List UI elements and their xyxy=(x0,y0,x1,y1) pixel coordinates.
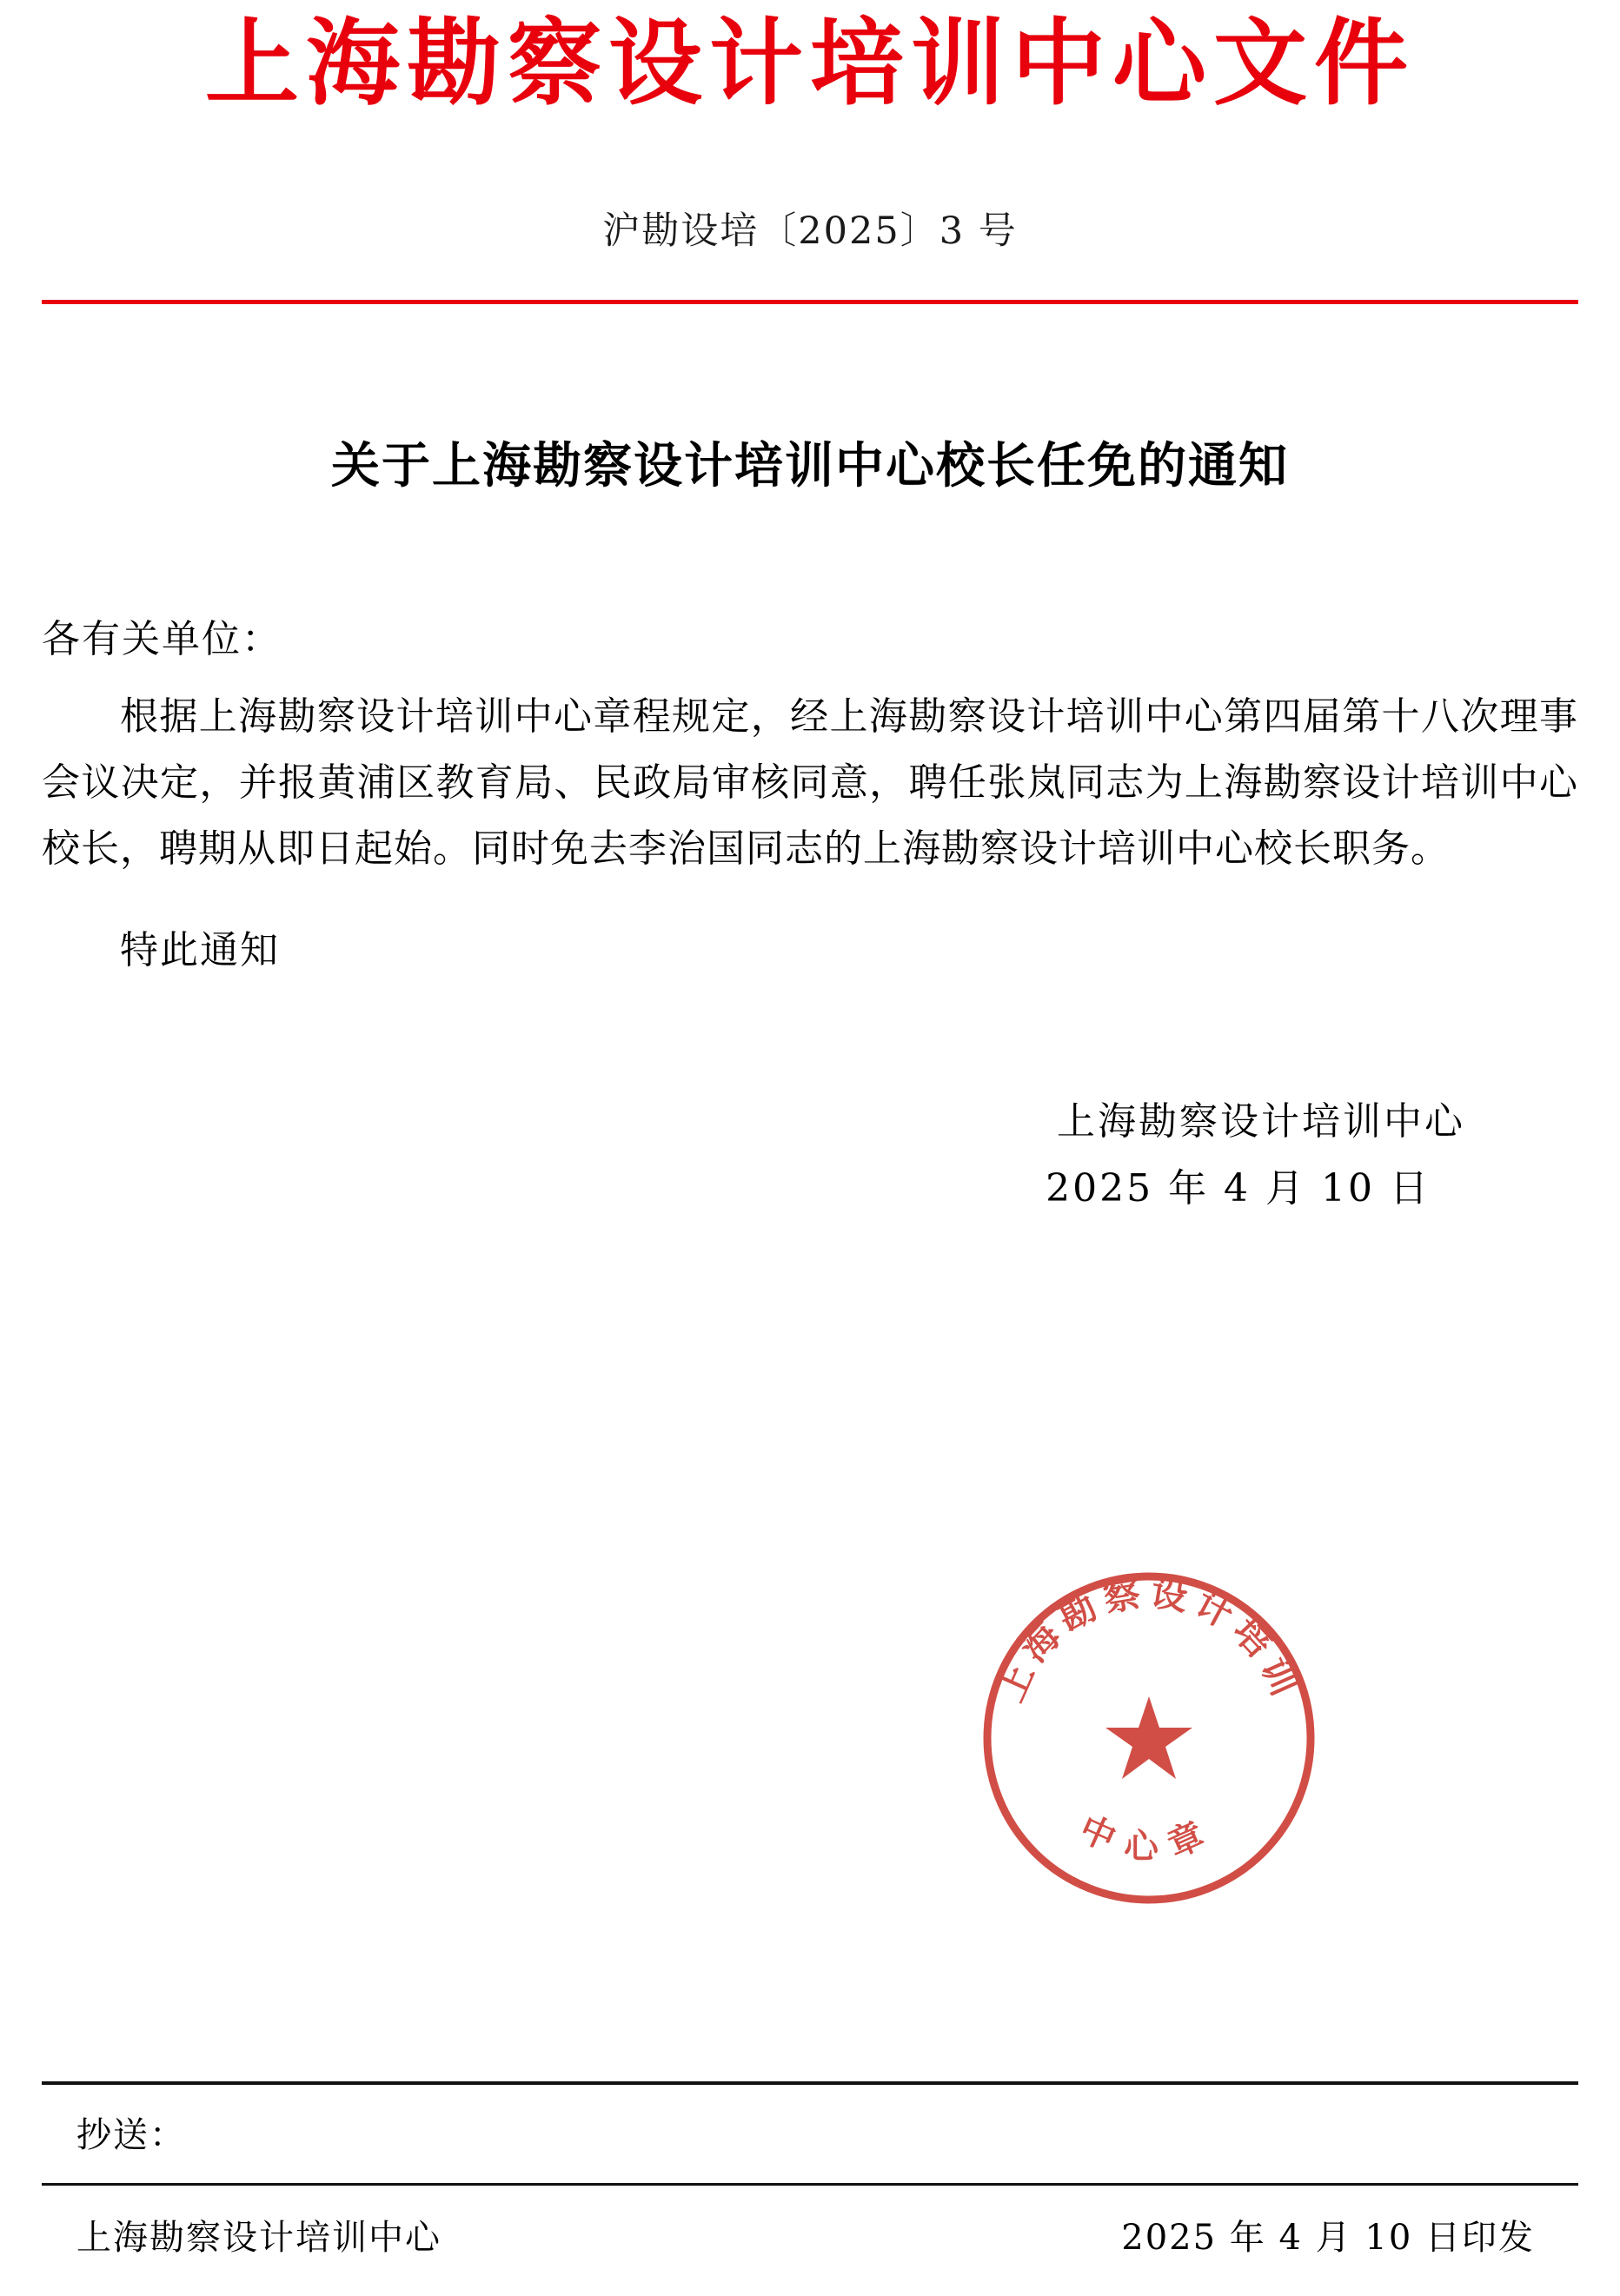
signature-block xyxy=(42,1088,1578,1222)
salutation: 各有关单位： xyxy=(42,617,282,662)
document-title: 关于上海勘察设计培训中心校长任免的通知 xyxy=(331,437,1289,495)
footer-row xyxy=(42,2186,1578,2265)
body-paragraph: 根据上海勘察设计培训中心章程规定，经上海勘察设计培训中心第四届第十八次理事会议决定，并报黄浦区教育局、民政局审核同意，聘任张岚同志为上海勘察设计培训中心校长，聘期从即日起始。同时免去李治国同志的上海勘察设计培训中心校长职务。 xyxy=(42,694,1578,871)
official-seal-stamp-icon xyxy=(975,1564,1323,1912)
footer-issue-date: 2025 年 4 月 10 日印发 xyxy=(1121,2218,1535,2258)
footer-issuer: 上海勘察设计培训中心 xyxy=(76,2218,442,2258)
masthead-title: 上海勘察设计培训中心文件 xyxy=(204,9,1415,118)
red-divider-rule xyxy=(42,300,1578,304)
masthead xyxy=(42,0,1578,255)
signature-date: 2025 年 4 月 10 日 xyxy=(1046,1165,1431,1211)
svg-text:上海勘察设计培训: 上海勘察设计培训 xyxy=(988,1570,1310,1709)
document-number: 沪勘设培〔2025〕3 号 xyxy=(602,209,1018,254)
footer xyxy=(42,2081,1578,2265)
svg-text:中心章: 中心章 xyxy=(1073,1808,1225,1867)
signature-organization: 上海勘察设计培训中心 xyxy=(1057,1098,1465,1144)
closing-line: 特此通知 xyxy=(120,928,280,973)
footer-cc-label: 抄送： xyxy=(76,2115,186,2155)
